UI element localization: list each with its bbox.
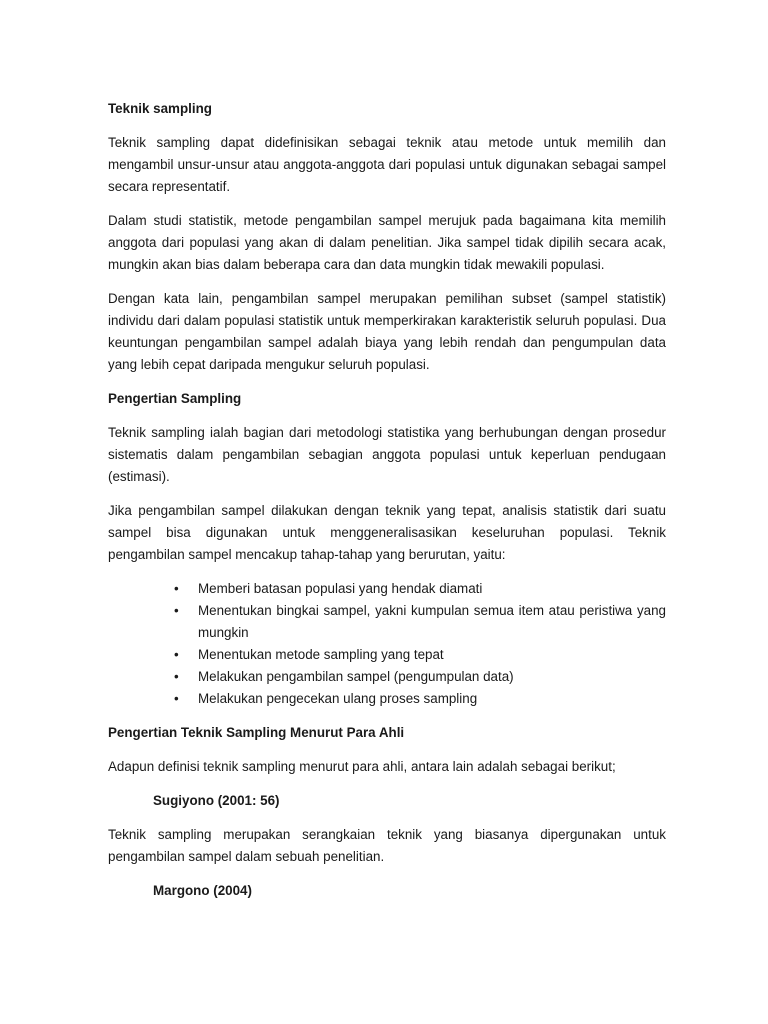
list-item-text: Menentukan bingkai sampel, yakni kumpulan semua item atau peristiwa yang mungkin (198, 603, 666, 640)
bullet-icon: • (174, 603, 179, 618)
list-item (174, 666, 666, 688)
paragraph: Adapun definisi teknik sampling menurut para ahli, antara lain adalah sebagai berikut; (108, 759, 616, 774)
paragraph: Teknik sampling ialah bagian dari metodologi statistika yang berhubungan dengan prosedur sistematis dalam pengambilan sebagian anggota populasi untuk keperluan pendugaan (estimasi). (108, 425, 666, 484)
list-item-text: Memberi batasan populasi yang hendak diamati (198, 581, 483, 596)
section-heading-pengertian-sampling: Pengertian Sampling (108, 391, 242, 406)
list-item (174, 644, 666, 666)
list-item (174, 578, 666, 600)
expert-name: Sugiyono (2001: 56) (153, 793, 280, 808)
paragraph: Dalam studi statistik, metode pengambilan sampel merujuk pada bagaimana kita memilih anggota dari populasi yang akan di dalam penelitian. Jika sampel tidak dipilih secara acak, mungkin akan bias dalam beberapa cara dan data mungkin tidak mewakili populasi. (108, 213, 666, 272)
bullet-icon: • (174, 691, 179, 706)
section-heading-teknik-sampling: Teknik sampling (108, 101, 212, 116)
bullet-icon: • (174, 581, 179, 596)
section-heading-menurut-para-ahli: Pengertian Teknik Sampling Menurut Para Ahli (108, 725, 405, 740)
list-item (174, 600, 666, 644)
list-item-text: Menentukan metode sampling yang tepat (198, 647, 444, 662)
list-item-text: Melakukan pengambilan sampel (pengumpulan data) (198, 669, 514, 684)
paragraph: Dengan kata lain, pengambilan sampel merupakan pemilihan subset (sampel statistik) individu dari dalam populasi statistik untuk memperkirakan karakteristik seluruh populasi. Dua keuntungan pengambilan sampel adalah biaya yang lebih rendah dan pengumpulan data yang lebih cepat daripada mengukur seluruh populasi. (108, 291, 666, 372)
bullet-icon: • (174, 647, 179, 662)
bullet-icon: • (174, 669, 179, 684)
expert-definition: Teknik sampling merupakan serangkaian teknik yang biasanya dipergunakan untuk pengambilan sampel dalam sebuah penelitian. (108, 827, 666, 864)
paragraph: Jika pengambilan sampel dilakukan dengan teknik yang tepat, analisis statistik dari suatu sampel bisa digunakan untuk menggeneralisasikan keseluruhan populasi. Teknik pengambilan sampel mencakup tahap-tahap yang berurutan, yaitu: (108, 503, 666, 562)
list-item-text: Melakukan pengecekan ulang proses sampling (198, 691, 478, 706)
paragraph: Teknik sampling dapat didefinisikan sebagai teknik atau metode untuk memilih dan mengambil unsur-unsur atau anggota-anggota dari populasi untuk digunakan sebagai sampel secara representatif. (108, 135, 666, 194)
steps-list (108, 578, 666, 710)
list-item (174, 688, 666, 710)
expert-name: Margono (2004) (153, 883, 252, 898)
